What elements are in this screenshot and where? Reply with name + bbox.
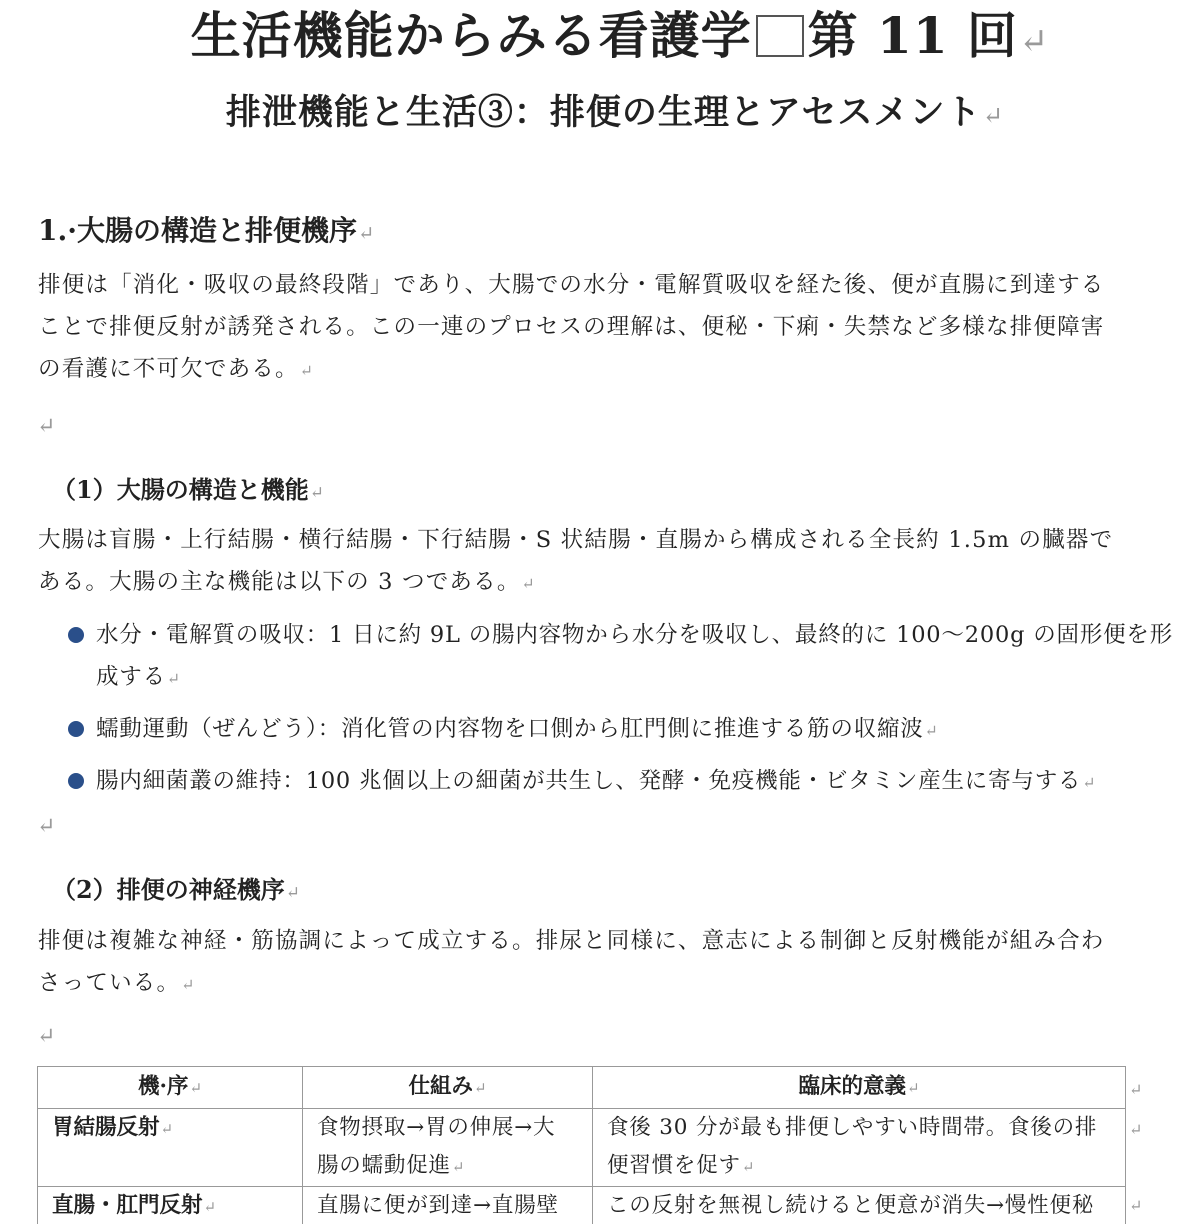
empty-paragraph-mark-icon [37, 1022, 55, 1052]
section-heading-1 [38, 206, 374, 259]
table-header-cell: 機·序 ↵ [38, 1067, 303, 1109]
table-header-row [38, 1067, 1126, 1109]
subsection-heading-text: （1）大腸の構造と機能 [52, 475, 309, 504]
paragraph-line: さっている。 [38, 970, 181, 996]
sub2-paragraph [38, 920, 1188, 1006]
paragraph-mark-icon [310, 482, 324, 502]
bullet-line: 水分・電解質の吸収：1 日に約 9L の腸内容物から水分を吸収し、最終的に 100～200g の固形便を形 [96, 622, 1174, 648]
paragraph-mark-icon [167, 669, 181, 688]
paragraph-line: の看護に不可欠である。 [38, 356, 299, 382]
paragraph-mark-icon [1082, 773, 1096, 792]
table-header-cell: 臨床的意義 ↵ [593, 1067, 1126, 1109]
table-cell-mechanism: 直腸・肛門反射 ↵ [38, 1187, 303, 1224]
bullet-dot-icon [68, 721, 84, 737]
paragraph-mark-icon [474, 1079, 487, 1097]
subtitle-text: 排泄機能と生活③：排便の生理とアセスメント [225, 92, 982, 133]
paragraph-mark-icon [522, 574, 536, 593]
bullet-dot-icon [68, 627, 84, 643]
section1-intro-paragraph [38, 264, 1188, 392]
paragraph-line: ある。大腸の主な機能は以下の 3 つである。 [38, 569, 521, 595]
title-part2: 第 11 回 [807, 6, 1019, 65]
table-row [38, 1187, 1126, 1224]
table-cell-significance: 食後 30 分が最も排便しやすい時間帯。食後の排 便習慣を促す ↵ [593, 1109, 1126, 1187]
subsection-heading-text: （2）排便の神経機序 [52, 875, 285, 904]
paragraph-mark-icon [181, 975, 195, 994]
paragraph-line: 大腸は盲腸・上行結腸・横行結腸・下行結腸・S 状結腸・直腸から構成される全長約 1.5m の臓器で [38, 527, 1114, 553]
paragraph-mark-icon [161, 1120, 174, 1138]
paragraph-line: ことで排便反射が誘発される。この一連のプロセスの理解は、便秘・下痢・失禁など多様な排便障害 [38, 314, 1105, 340]
subsection-heading-1 [52, 470, 324, 512]
paragraph-mark-icon [452, 1158, 465, 1176]
bullet-dot-icon [68, 773, 84, 789]
table-cell-process: 直腸に便が到達→直腸壁 [303, 1187, 593, 1224]
paragraph-mark-icon [204, 1198, 217, 1216]
row-end-mark-icon [1129, 1196, 1142, 1215]
paragraph-mark-icon [907, 1079, 920, 1097]
bullet-item [66, 614, 1186, 700]
paragraph-mark-icon [742, 1158, 755, 1176]
placeholder-box-glyph [756, 15, 804, 57]
empty-paragraph-mark-icon [37, 812, 55, 842]
paragraph-line: 排便は複雑な神経・筋協調によって成立する。排尿と同様に、意志による制御と反射機能が組み合わ [38, 928, 1105, 954]
paragraph-mark-icon [983, 101, 1005, 130]
bullet-line: 蠕動運動（ぜんどう）：消化管の内容物を口側から肛門側に推進する筋の収縮波 [96, 716, 924, 742]
subsection-heading-2 [52, 870, 300, 912]
paragraph-mark-icon [1019, 22, 1049, 62]
paragraph-mark-icon [925, 721, 939, 740]
bullet-line: 腸内細菌叢の維持：100 兆個以上の細菌が共生し、発酵・免疫機能・ビタミン産生に寄与する [96, 768, 1082, 794]
table-cell-mechanism: 胃結腸反射 ↵ [38, 1109, 303, 1187]
row-end-mark-icon [1129, 1120, 1142, 1139]
function-bullet-list [66, 614, 1186, 812]
paragraph-line: 排便は「消化・吸収の最終段階」であり、大腸での水分・電解質吸収を経た後、便が直腸に到達する [38, 272, 1105, 298]
paragraph-mark-icon [300, 361, 314, 380]
paragraph-mark-icon [189, 1079, 202, 1097]
row-end-mark-icon [1129, 1080, 1142, 1099]
section-heading-text: 1.·大腸の構造と排便機序 [38, 214, 357, 247]
defecation-mechanism-table [37, 1066, 1126, 1224]
bullet-line: 成する [96, 664, 166, 690]
bullet-item [66, 708, 1186, 752]
paragraph-mark-icon [286, 882, 300, 902]
table-row [38, 1109, 1126, 1187]
sub1-paragraph [38, 519, 1188, 605]
table-cell-significance: この反射を無視し続けると便意が消失→慢性便秘 [593, 1187, 1126, 1224]
page-subtitle [0, 86, 1200, 143]
bullet-item [66, 760, 1186, 804]
page-title [0, 2, 1200, 76]
paragraph-mark-icon [358, 222, 374, 245]
table-cell-process: 食物摂取→胃の伸展→大 腸の蠕動促進 ↵ [303, 1109, 593, 1187]
title-part1: 生活機能からみる看護学 [190, 6, 752, 65]
table-header-cell: 仕組み ↵ [303, 1067, 593, 1109]
empty-paragraph-mark-icon [37, 412, 55, 442]
